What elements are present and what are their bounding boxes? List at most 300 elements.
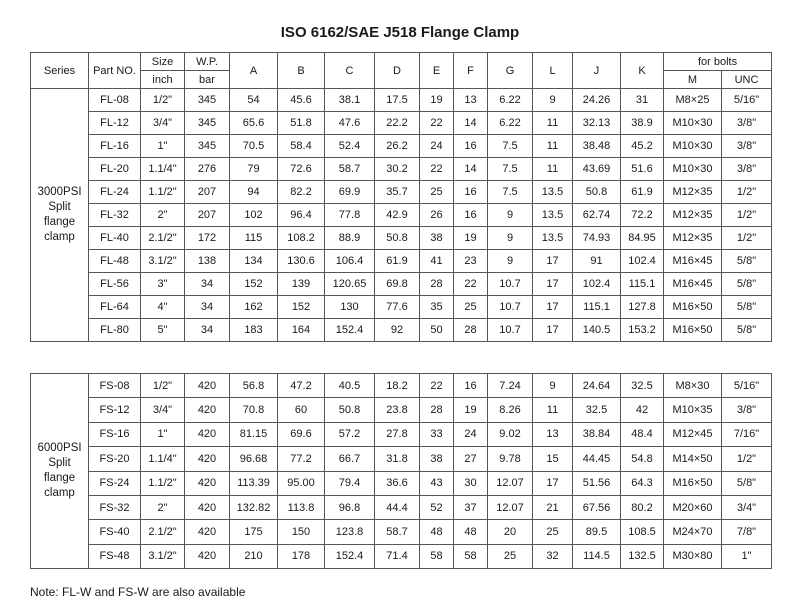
cell-k: 80.2: [621, 495, 664, 519]
cell-c: 130: [325, 296, 375, 319]
cell-d: 26.2: [375, 135, 420, 158]
cell-bolt-unc: 7/8": [722, 520, 772, 544]
cell-c: 50.8: [325, 398, 375, 422]
cell-c: 66.7: [325, 447, 375, 471]
cell-size: 1.1/4": [141, 447, 185, 471]
table-row: [31, 422, 772, 446]
cell-b: 139: [278, 273, 325, 296]
cell-g: 20: [488, 520, 533, 544]
cell-b: 108.2: [278, 227, 325, 250]
cell-b: 152: [278, 296, 325, 319]
cell-d: 50.8: [375, 227, 420, 250]
cell-l: 17: [533, 471, 573, 495]
page-title: ISO 6162/SAE J518 Flange Clamp: [280, 24, 520, 41]
cell-bolt-unc: 5/8": [722, 471, 772, 495]
table-row: [31, 135, 772, 158]
cell-j: 67.56: [573, 495, 621, 519]
cell-d: 23.8: [375, 398, 420, 422]
cell-bolt-m: M30×80: [664, 544, 722, 568]
cell-e: 52: [420, 495, 454, 519]
cell-bolt-m: M16×45: [664, 273, 722, 296]
cell-size: 3": [141, 273, 185, 296]
cell-f: 48: [454, 520, 488, 544]
header-k: K: [621, 53, 664, 89]
cell-k: 64.3: [621, 471, 664, 495]
table-row: [31, 319, 772, 342]
cell-c: 96.8: [325, 495, 375, 519]
cell-g: 9: [488, 204, 533, 227]
header-e: E: [420, 53, 454, 89]
cell-g: 10.7: [488, 319, 533, 342]
cell-bolt-unc: 5/8": [722, 273, 772, 296]
cell-k: 42: [621, 398, 664, 422]
cell-d: 22.2: [375, 112, 420, 135]
cell-a: 79: [230, 158, 278, 181]
cell-c: 58.7: [325, 158, 375, 181]
cell-f: 19: [454, 227, 488, 250]
cell-f: 28: [454, 319, 488, 342]
cell-bolt-m: M24×70: [664, 520, 722, 544]
table-row: [31, 227, 772, 250]
cell-d: 35.7: [375, 181, 420, 204]
spec-table-6000psi: [30, 373, 772, 569]
cell-part-no: FS-08: [89, 374, 141, 398]
cell-c: 52.4: [325, 135, 375, 158]
cell-size: 5": [141, 319, 185, 342]
cell-l: 21: [533, 495, 573, 519]
cell-a: 70.5: [230, 135, 278, 158]
cell-a: 102: [230, 204, 278, 227]
cell-bolt-unc: 3/4": [722, 495, 772, 519]
cell-e: 22: [420, 374, 454, 398]
cell-a: 70.8: [230, 398, 278, 422]
cell-k: 54.8: [621, 447, 664, 471]
table-row: [31, 296, 772, 319]
cell-a: 152: [230, 273, 278, 296]
footnote: Note: FL-W and FS-W are also available: [30, 585, 246, 599]
cell-bolt-m: M10×35: [664, 398, 722, 422]
cell-j: 102.4: [573, 273, 621, 296]
cell-size: 2": [141, 495, 185, 519]
cell-d: 17.5: [375, 89, 420, 112]
cell-bolt-m: M16×45: [664, 250, 722, 273]
cell-bolt-unc: 5/16": [722, 374, 772, 398]
cell-bolt-unc: 1/2": [722, 204, 772, 227]
cell-g: 9: [488, 250, 533, 273]
cell-d: 27.8: [375, 422, 420, 446]
cell-e: 28: [420, 398, 454, 422]
cell-g: 12.07: [488, 495, 533, 519]
cell-f: 19: [454, 398, 488, 422]
cell-j: 32.5: [573, 398, 621, 422]
cell-j: 91: [573, 250, 621, 273]
header-for-bolts: for bolts: [664, 53, 772, 71]
cell-j: 24.64: [573, 374, 621, 398]
cell-g: 7.5: [488, 158, 533, 181]
cell-k: 102.4: [621, 250, 664, 273]
cell-l: 17: [533, 273, 573, 296]
cell-size: 3.1/2": [141, 544, 185, 568]
cell-size: 4": [141, 296, 185, 319]
cell-k: 61.9: [621, 181, 664, 204]
cell-size: 1": [141, 135, 185, 158]
cell-wp: 276: [185, 158, 230, 181]
cell-wp: 34: [185, 296, 230, 319]
cell-f: 16: [454, 135, 488, 158]
cell-f: 16: [454, 181, 488, 204]
cell-a: 210: [230, 544, 278, 568]
cell-f: 14: [454, 158, 488, 181]
cell-b: 47.2: [278, 374, 325, 398]
cell-j: 140.5: [573, 319, 621, 342]
cell-c: 120.65: [325, 273, 375, 296]
cell-g: 9: [488, 227, 533, 250]
header-b: B: [278, 53, 325, 89]
cell-j: 43.69: [573, 158, 621, 181]
cell-g: 12.07: [488, 471, 533, 495]
cell-b: 164: [278, 319, 325, 342]
cell-f: 14: [454, 112, 488, 135]
series-cell: [31, 374, 89, 569]
cell-bolt-unc: 1": [722, 544, 772, 568]
cell-c: 40.5: [325, 374, 375, 398]
table-row: [31, 398, 772, 422]
cell-f: 22: [454, 273, 488, 296]
cell-l: 25: [533, 520, 573, 544]
cell-bolt-m: M8×25: [664, 89, 722, 112]
header-l: L: [533, 53, 573, 89]
cell-part-no: FL-56: [89, 273, 141, 296]
cell-wp: 420: [185, 422, 230, 446]
cell-c: 152.4: [325, 544, 375, 568]
cell-k: 84.95: [621, 227, 664, 250]
cell-wp: 207: [185, 181, 230, 204]
cell-l: 32: [533, 544, 573, 568]
cell-wp: 207: [185, 204, 230, 227]
table-row: [31, 181, 772, 204]
series-line: clamp: [44, 231, 75, 243]
cell-d: 44.4: [375, 495, 420, 519]
cell-bolt-unc: 1/2": [722, 227, 772, 250]
cell-a: 175: [230, 520, 278, 544]
cell-l: 13: [533, 422, 573, 446]
cell-l: 13.5: [533, 227, 573, 250]
cell-e: 38: [420, 227, 454, 250]
table-row: [31, 495, 772, 519]
cell-b: 77.2: [278, 447, 325, 471]
cell-e: 58: [420, 544, 454, 568]
cell-c: 77.8: [325, 204, 375, 227]
cell-d: 58.7: [375, 520, 420, 544]
cell-size: 1.1/2": [141, 471, 185, 495]
cell-a: 113.39: [230, 471, 278, 495]
cell-f: 25: [454, 296, 488, 319]
table-row: [31, 520, 772, 544]
cell-f: 23: [454, 250, 488, 273]
cell-b: 51.8: [278, 112, 325, 135]
cell-j: 51.56: [573, 471, 621, 495]
cell-f: 24: [454, 422, 488, 446]
cell-k: 31: [621, 89, 664, 112]
cell-bolt-m: M12×35: [664, 204, 722, 227]
cell-e: 24: [420, 135, 454, 158]
cell-f: 58: [454, 544, 488, 568]
table-row: [31, 447, 772, 471]
cell-c: 123.8: [325, 520, 375, 544]
header-c: C: [325, 53, 375, 89]
table-row: [31, 250, 772, 273]
cell-g: 10.7: [488, 296, 533, 319]
cell-bolt-unc: 3/8": [722, 158, 772, 181]
header-f: F: [454, 53, 488, 89]
cell-d: 92: [375, 319, 420, 342]
cell-wp: 345: [185, 112, 230, 135]
cell-part-no: FL-20: [89, 158, 141, 181]
cell-j: 74.93: [573, 227, 621, 250]
cell-size: 2.1/2": [141, 520, 185, 544]
cell-f: 13: [454, 89, 488, 112]
cell-c: 88.9: [325, 227, 375, 250]
cell-wp: 420: [185, 471, 230, 495]
cell-c: 57.2: [325, 422, 375, 446]
cell-bolt-m: M12×35: [664, 181, 722, 204]
table-row: [31, 158, 772, 181]
cell-f: 16: [454, 374, 488, 398]
cell-size: 3/4": [141, 112, 185, 135]
cell-wp: 172: [185, 227, 230, 250]
cell-e: 35: [420, 296, 454, 319]
cell-b: 130.6: [278, 250, 325, 273]
cell-e: 22: [420, 112, 454, 135]
cell-part-no: FL-12: [89, 112, 141, 135]
header-wp: W.P.: [185, 53, 230, 71]
cell-e: 41: [420, 250, 454, 273]
cell-e: 48: [420, 520, 454, 544]
cell-bolt-m: M16×50: [664, 296, 722, 319]
cell-wp: 345: [185, 89, 230, 112]
cell-g: 6.22: [488, 112, 533, 135]
cell-part-no: FL-48: [89, 250, 141, 273]
cell-l: 11: [533, 112, 573, 135]
cell-d: 77.6: [375, 296, 420, 319]
cell-bolt-unc: 5/8": [722, 296, 772, 319]
cell-d: 61.9: [375, 250, 420, 273]
cell-b: 45.6: [278, 89, 325, 112]
cell-k: 51.6: [621, 158, 664, 181]
cell-size: 3/4": [141, 398, 185, 422]
cell-e: 26: [420, 204, 454, 227]
cell-part-no: FL-32: [89, 204, 141, 227]
header-d: D: [375, 53, 420, 89]
cell-l: 17: [533, 250, 573, 273]
cell-a: 54: [230, 89, 278, 112]
cell-a: 96.68: [230, 447, 278, 471]
cell-k: 45.2: [621, 135, 664, 158]
cell-a: 134: [230, 250, 278, 273]
cell-e: 28: [420, 273, 454, 296]
cell-part-no: FS-20: [89, 447, 141, 471]
cell-part-no: FS-12: [89, 398, 141, 422]
cell-size: 1/2": [141, 374, 185, 398]
cell-l: 11: [533, 135, 573, 158]
cell-part-no: FS-48: [89, 544, 141, 568]
cell-a: 162: [230, 296, 278, 319]
cell-g: 9.78: [488, 447, 533, 471]
cell-j: 114.5: [573, 544, 621, 568]
cell-g: 7.5: [488, 135, 533, 158]
table-row: [31, 112, 772, 135]
cell-bolt-m: M10×30: [664, 158, 722, 181]
cell-bolt-m: M14×50: [664, 447, 722, 471]
cell-d: 69.8: [375, 273, 420, 296]
cell-bolt-unc: 1/2": [722, 447, 772, 471]
cell-j: 62.74: [573, 204, 621, 227]
cell-d: 36.6: [375, 471, 420, 495]
cell-bolt-m: M10×30: [664, 112, 722, 135]
cell-wp: 34: [185, 273, 230, 296]
cell-k: 108.5: [621, 520, 664, 544]
cell-f: 27: [454, 447, 488, 471]
cell-a: 81.15: [230, 422, 278, 446]
cell-c: 69.9: [325, 181, 375, 204]
cell-l: 17: [533, 296, 573, 319]
series-cell: [31, 89, 89, 342]
cell-j: 38.48: [573, 135, 621, 158]
cell-bolt-m: M10×30: [664, 135, 722, 158]
cell-j: 24.26: [573, 89, 621, 112]
cell-j: 38.84: [573, 422, 621, 446]
header-part-no: Part NO.: [89, 53, 141, 89]
cell-j: 115.1: [573, 296, 621, 319]
cell-part-no: FL-40: [89, 227, 141, 250]
cell-c: 79.4: [325, 471, 375, 495]
cell-part-no: FL-24: [89, 181, 141, 204]
cell-d: 42.9: [375, 204, 420, 227]
cell-l: 9: [533, 89, 573, 112]
cell-wp: 138: [185, 250, 230, 273]
cell-bolt-unc: 7/16": [722, 422, 772, 446]
cell-a: 115: [230, 227, 278, 250]
cell-wp: 34: [185, 319, 230, 342]
header-bolts-m: M: [664, 71, 722, 89]
cell-a: 65.6: [230, 112, 278, 135]
cell-wp: 420: [185, 520, 230, 544]
cell-wp: 345: [185, 135, 230, 158]
cell-d: 30.2: [375, 158, 420, 181]
header-size: Size: [141, 53, 185, 71]
cell-d: 18.2: [375, 374, 420, 398]
cell-wp: 420: [185, 374, 230, 398]
cell-k: 127.8: [621, 296, 664, 319]
cell-part-no: FL-80: [89, 319, 141, 342]
cell-size: 3.1/2": [141, 250, 185, 273]
cell-e: 19: [420, 89, 454, 112]
cell-wp: 420: [185, 398, 230, 422]
cell-b: 150: [278, 520, 325, 544]
cell-k: 48.4: [621, 422, 664, 446]
cell-a: 183: [230, 319, 278, 342]
cell-f: 16: [454, 204, 488, 227]
cell-g: 7.24: [488, 374, 533, 398]
cell-e: 33: [420, 422, 454, 446]
cell-k: 72.2: [621, 204, 664, 227]
cell-b: 113.8: [278, 495, 325, 519]
header-a: A: [230, 53, 278, 89]
cell-c: 152.4: [325, 319, 375, 342]
cell-g: 25: [488, 544, 533, 568]
header-g: G: [488, 53, 533, 89]
cell-b: 58.4: [278, 135, 325, 158]
cell-c: 38.1: [325, 89, 375, 112]
cell-bolt-m: M16×50: [664, 319, 722, 342]
cell-bolt-unc: 1/2": [722, 181, 772, 204]
cell-e: 38: [420, 447, 454, 471]
cell-f: 37: [454, 495, 488, 519]
cell-k: 115.1: [621, 273, 664, 296]
cell-bolt-m: M8×30: [664, 374, 722, 398]
cell-size: 2": [141, 204, 185, 227]
cell-b: 82.2: [278, 181, 325, 204]
cell-wp: 420: [185, 544, 230, 568]
cell-part-no: FL-64: [89, 296, 141, 319]
cell-e: 22: [420, 158, 454, 181]
cell-size: 2.1/2": [141, 227, 185, 250]
cell-size: 1": [141, 422, 185, 446]
cell-k: 32.5: [621, 374, 664, 398]
cell-l: 13.5: [533, 181, 573, 204]
cell-a: 94: [230, 181, 278, 204]
series-line: flange: [43, 216, 76, 228]
cell-b: 95.00: [278, 471, 325, 495]
cell-part-no: FS-40: [89, 520, 141, 544]
cell-k: 132.5: [621, 544, 664, 568]
series-line: 3000PSI: [37, 186, 82, 198]
cell-size: 1/2": [141, 89, 185, 112]
table-row: [31, 544, 772, 568]
cell-c: 106.4: [325, 250, 375, 273]
cell-bolt-m: M12×45: [664, 422, 722, 446]
cell-g: 7.5: [488, 181, 533, 204]
cell-l: 11: [533, 158, 573, 181]
table-row: [31, 204, 772, 227]
table-row: [31, 89, 772, 112]
cell-bolt-unc: 5/8": [722, 319, 772, 342]
cell-bolt-unc: 5/16": [722, 89, 772, 112]
cell-e: 50: [420, 319, 454, 342]
cell-c: 47.6: [325, 112, 375, 135]
cell-l: 13.5: [533, 204, 573, 227]
series-line: flange: [43, 472, 76, 485]
cell-size: 1.1/4": [141, 158, 185, 181]
cell-part-no: FL-08: [89, 89, 141, 112]
cell-part-no: FS-32: [89, 495, 141, 519]
header-bolts-unc: UNC: [722, 71, 772, 89]
header-series: Series: [31, 53, 89, 89]
cell-g: 8.26: [488, 398, 533, 422]
cell-bolt-m: M20×60: [664, 495, 722, 519]
cell-e: 43: [420, 471, 454, 495]
cell-j: 50.8: [573, 181, 621, 204]
cell-size: 1.1/2": [141, 181, 185, 204]
header-wp-unit: bar: [185, 71, 230, 89]
cell-b: 96.4: [278, 204, 325, 227]
cell-j: 89.5: [573, 520, 621, 544]
cell-wp: 420: [185, 447, 230, 471]
cell-j: 44.45: [573, 447, 621, 471]
cell-bolt-unc: 3/8": [722, 398, 772, 422]
cell-f: 30: [454, 471, 488, 495]
header-j: J: [573, 53, 621, 89]
